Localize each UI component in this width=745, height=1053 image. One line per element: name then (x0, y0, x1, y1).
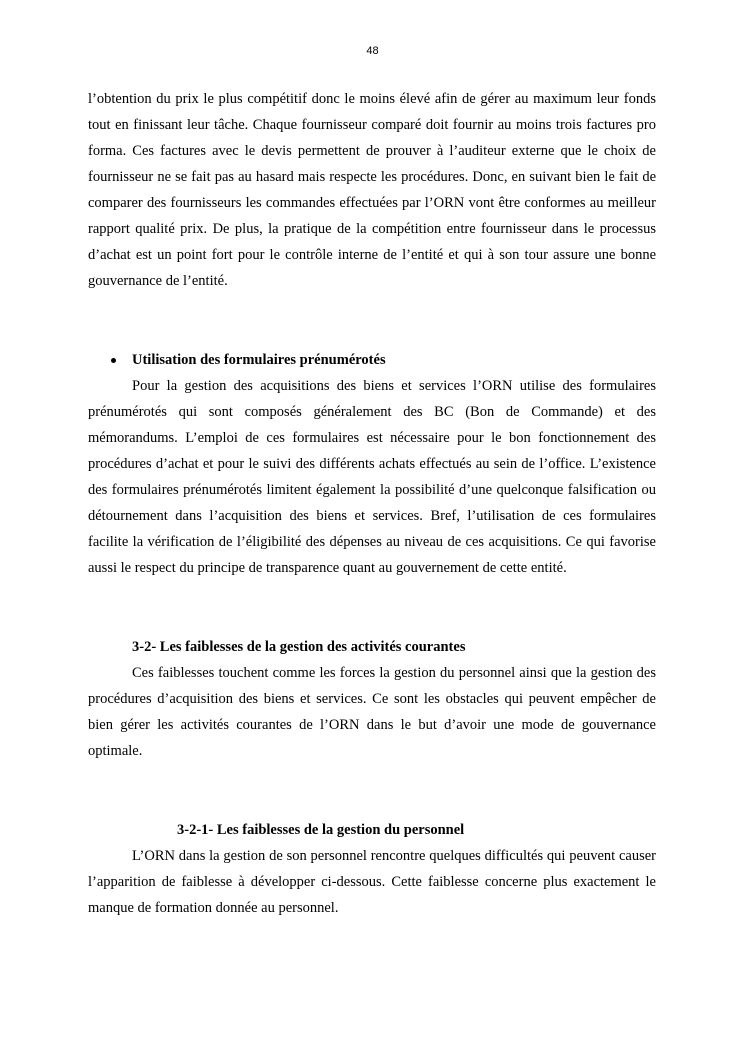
intro-paragraph: l’obtention du prix le plus compétitif donc le moins élevé afin de gérer au maximum leur fonds tout en finissant leur tâche. Chaque fournisseur comparé doit fournir au moins trois factures pro forma. Ces factures avec le devis permettent de prouver à l’auditeur externe que le choix de fournisseur ne se fait pas au hasard mais respecte les procédures. Donc, en suivant bien le fait de comparer des fournisseurs les commandes effectuées par l’ORN vont être conformes au meilleur rapport qualité prix. De plus, la pratique de la compétition entre fournisseur dans le processus d’achat est un point fort pour le contrôle interne de l’entité et qui à son tour assure une bonne gouvernance de l’entité. (88, 91, 656, 289)
bullet-heading (88, 347, 656, 373)
page-number: 48 (366, 45, 379, 57)
bullet-section (88, 347, 656, 581)
section-paragraph: Ces faiblesses touchent comme les forces la gestion du personnel ainsi que la gestion des procédures d’acquisition des biens et services. Ce sont les obstacles qui peuvent empêcher de bien gérer les activités courantes de l’ORN dans le but d’avoir une mode de gouvernance optimale. (88, 665, 656, 759)
section-heading: 3-2- Les faiblesses de la gestion des activités courantes (132, 639, 466, 655)
bullet-paragraph: Pour la gestion des acquisitions des biens et services l’ORN utilise des formulaires prénumérotés qui sont composés généralement des BC (Bon de Commande) et des mémorandums. L’emploi de ces formulaires est nécessaire pour le bon fonctionnement des procédures d’achat et pour le suivi des différents achats effectués au sein de l’office. L’existence des formulaires prénumérotés limitent également la possibilité d’une quelconque falsification ou détournement dans l’acquisition des biens et services. Bref, l’utilisation de ces formulaires facilite la vérification de l’éligibilité des dépenses au niveau de ces acquisitions. Ce qui favorise aussi le respect du principe de transparence quant au gouvernement de cette entité. (88, 378, 656, 576)
subsection-heading: 3-2-1- Les faiblesses de la gestion du personnel (177, 822, 465, 838)
bullet-icon (111, 358, 116, 363)
page-body (88, 86, 656, 921)
bullet-heading-text: Utilisation des formulaires prénumérotés (132, 352, 386, 368)
subsection-paragraph: L’ORN dans la gestion de son personnel rencontre quelques difficultés qui peuvent causer l’apparition de faiblesse à développer ci-dessous. Cette faiblesse concerne plus exactement le manque de formation donnée au personnel. (88, 848, 656, 916)
